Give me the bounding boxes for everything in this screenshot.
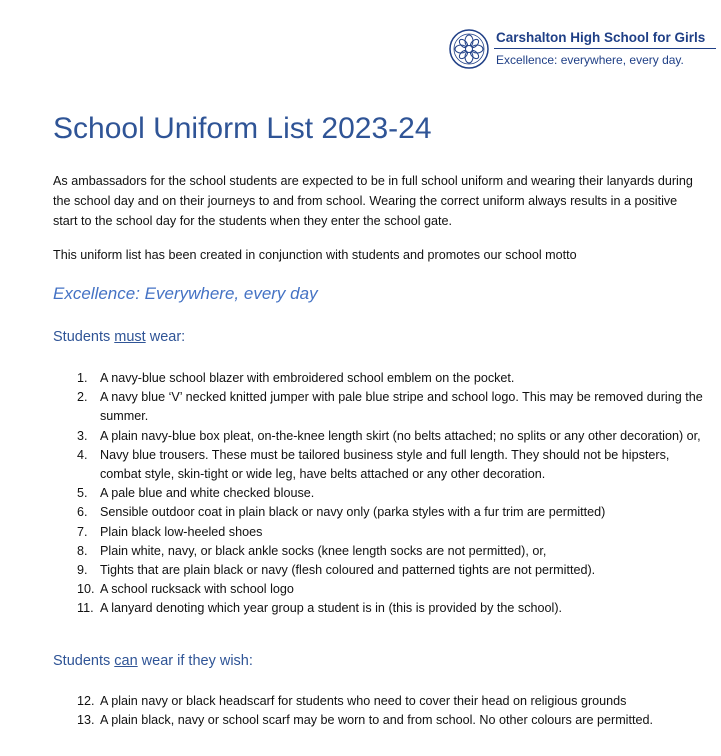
list-item [53, 692, 703, 711]
list-number: 1. [77, 371, 88, 385]
list-text: A navy blue ‘V’ necked knitted jumper with pale blue stripe and school logo. This may be removed during the summer. [100, 390, 703, 424]
list-item [53, 561, 703, 580]
list-item [53, 599, 703, 618]
list-text: Plain white, navy, or black ankle socks (knee length socks are not permitted), or, [100, 543, 547, 558]
list-number: 9. [77, 563, 88, 578]
can-wear-list [53, 692, 703, 730]
list-text: A plain navy or black headscarf for students who need to cover their head on religious grounds [100, 694, 627, 708]
list-item [53, 542, 703, 561]
can-wear-heading [53, 653, 253, 669]
heading-suffix: wear: [145, 329, 186, 345]
header-motto: Excellence: everywhere, every day. [496, 53, 684, 67]
heading-prefix: Students [53, 653, 115, 669]
list-number: 10. [77, 582, 95, 597]
page-title: School Uniform List 2023-24 [53, 112, 432, 145]
motto-intro-paragraph: This uniform list has been created in conjunction with students and promotes our school motto [53, 248, 577, 262]
list-item [53, 369, 703, 388]
heading-prefix: Students [53, 329, 115, 345]
list-item [53, 388, 703, 426]
list-number: 5. [77, 486, 88, 501]
school-header [448, 26, 718, 72]
list-text: A school rucksack with school logo [100, 582, 294, 597]
list-text: Tights that are plain black or navy (flesh coloured and patterned tights are not permitted). [100, 563, 596, 578]
school-crest-icon [448, 28, 490, 70]
list-number: 11. [77, 601, 94, 616]
heading-emphasis: can [114, 653, 138, 669]
list-text: Navy blue trousers. These must be tailored business style and full length. They should not be hipsters, combat style, skin-tight or wide leg, have belts attached or any other decoration. [100, 447, 670, 482]
list-item [53, 427, 703, 446]
list-item [53, 580, 703, 599]
list-number: 12. [77, 694, 95, 708]
list-text: A navy-blue school blazer with embroidered school emblem on the pocket. [100, 371, 515, 385]
list-number: 3. [77, 428, 88, 443]
list-number: 7. [77, 524, 88, 539]
list-item [53, 711, 703, 730]
list-text: A plain navy-blue box pleat, on-the-knee length skirt (no belts attached; no splits or any other decoration) or, [100, 428, 701, 443]
list-text: A pale blue and white checked blouse. [100, 486, 315, 501]
list-number: 4. [77, 447, 88, 462]
must-wear-list [53, 369, 703, 619]
heading-suffix: wear if they wish: [137, 653, 253, 669]
list-text: A plain black, navy or school scarf may be worn to and from school. No other colours are permitted. [100, 713, 653, 728]
list-number: 2. [77, 390, 88, 405]
header-divider [494, 48, 716, 49]
list-item [53, 446, 703, 484]
heading-emphasis: must [114, 329, 146, 345]
list-number: 6. [77, 505, 88, 520]
list-item [53, 523, 703, 542]
school-motto: Excellence: Everywhere, every day [53, 284, 318, 303]
list-number: 8. [77, 543, 88, 558]
intro-paragraph: As ambassadors for the school students are expected to be in full school uniform and wearing their lanyards during the school day and on their journeys to and from school. Wearing the correct uniform always results in a positive start to the school day for the students when they enter the school gate. [53, 174, 693, 228]
list-text: Sensible outdoor coat in plain black or navy only (parka styles with a fur trim are permitted) [100, 505, 606, 520]
school-name: Carshalton High School for Girls [496, 30, 706, 45]
list-item [53, 484, 703, 503]
list-item [53, 503, 703, 522]
list-text: Plain black low-heeled shoes [100, 524, 263, 539]
must-wear-heading [53, 329, 185, 345]
list-number: 13. [77, 713, 95, 728]
list-text: A lanyard denoting which year group a student is in (this is provided by the school). [100, 601, 563, 616]
